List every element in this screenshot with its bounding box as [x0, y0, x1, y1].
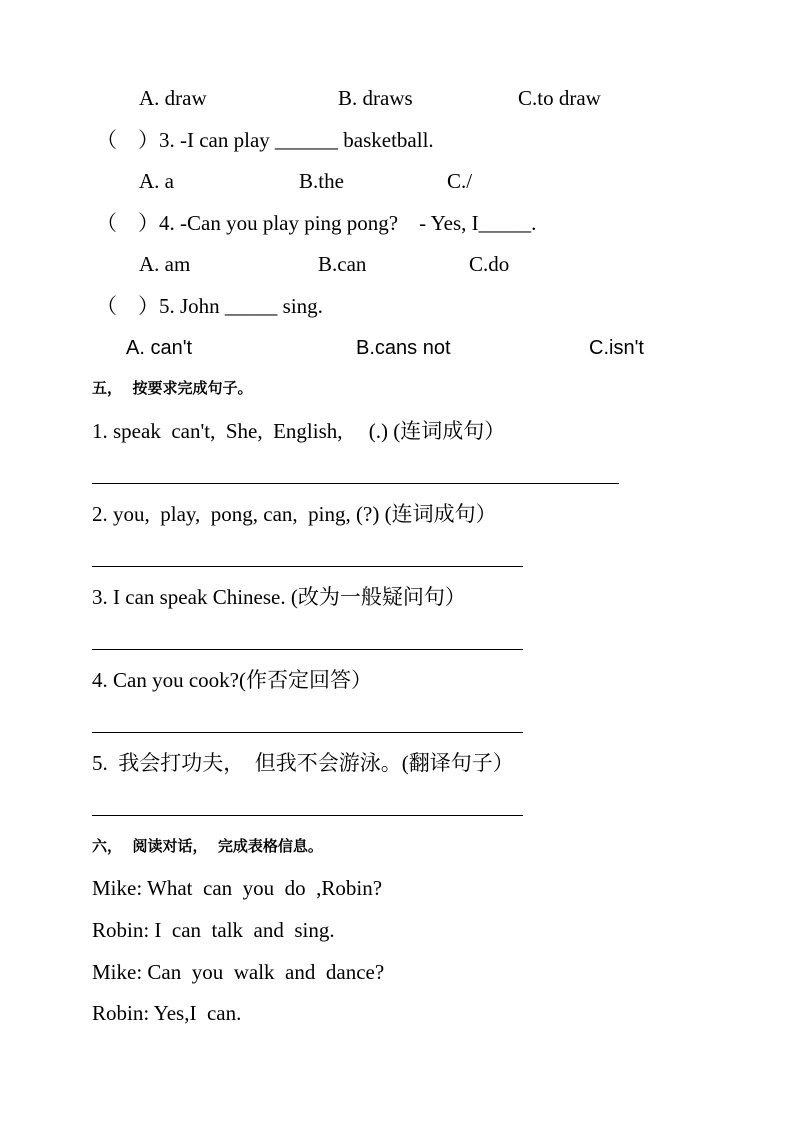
section-5-item-2: 2. you, play, pong, can, ping, (?) (连词成句）: [92, 502, 497, 526]
q3-option-b: B.the: [299, 169, 344, 193]
dialogue-line-3: Mike: Can you walk and dance?: [92, 960, 385, 984]
section-6-heading: 六， 阅读对话， 完成表格信息。: [92, 837, 323, 855]
q5-option-c: C.isn't: [589, 337, 644, 359]
q4-option-b: B.can: [318, 252, 367, 276]
answer-line-5[interactable]: [92, 815, 523, 816]
section-5-item-4: 4. Can you cook?(作否定回答）: [92, 668, 372, 692]
question-5: [96, 293, 323, 319]
answer-paren: （ ）: [96, 211, 159, 235]
question-4: [96, 210, 536, 236]
q4-option-c: C.do: [469, 252, 510, 276]
answer-line-3[interactable]: [92, 649, 523, 650]
section-5-item-3: 3. I can speak Chinese. (改为一般疑问句）: [92, 585, 466, 609]
answer-paren: （ ）: [96, 128, 159, 152]
q3-option-c: C./: [447, 169, 473, 193]
section-5-item-1: 1. speak can't, She, English, (.) (连词成句）: [92, 419, 506, 443]
dialogue-line-2: Robin: I can talk and sing.: [92, 918, 335, 942]
question-4-text: 4. -Can you play ping pong? - Yes, I_____.: [159, 211, 537, 235]
dialogue-line-4: Robin: Yes,I can.: [92, 1001, 242, 1025]
q3-option-a: A. a: [139, 169, 174, 193]
question-3: [96, 127, 434, 153]
q2-option-a: A. draw: [139, 86, 207, 110]
answer-line-1[interactable]: [92, 483, 619, 484]
section-5-item-5: 5. 我会打功夫， 但我不会游泳。(翻译句子）: [92, 751, 514, 775]
answer-line-2[interactable]: [92, 566, 523, 567]
question-3-text: 3. -I can play ______ basketball.: [159, 128, 434, 152]
q2-option-b: B. draws: [338, 86, 413, 110]
q4-option-a: A. am: [139, 252, 191, 276]
q5-option-b: B.cans not: [356, 337, 451, 359]
q5-option-a: A. can't: [126, 337, 193, 359]
dialogue-line-1: Mike: What can you do ,Robin?: [92, 876, 383, 900]
answer-paren: （ ）: [96, 294, 159, 318]
question-5-text: 5. John _____ sing.: [159, 294, 323, 318]
answer-line-4[interactable]: [92, 732, 523, 733]
section-5-heading: 五， 按要求完成句子。: [92, 379, 253, 397]
q2-option-c: C.to draw: [518, 86, 601, 110]
